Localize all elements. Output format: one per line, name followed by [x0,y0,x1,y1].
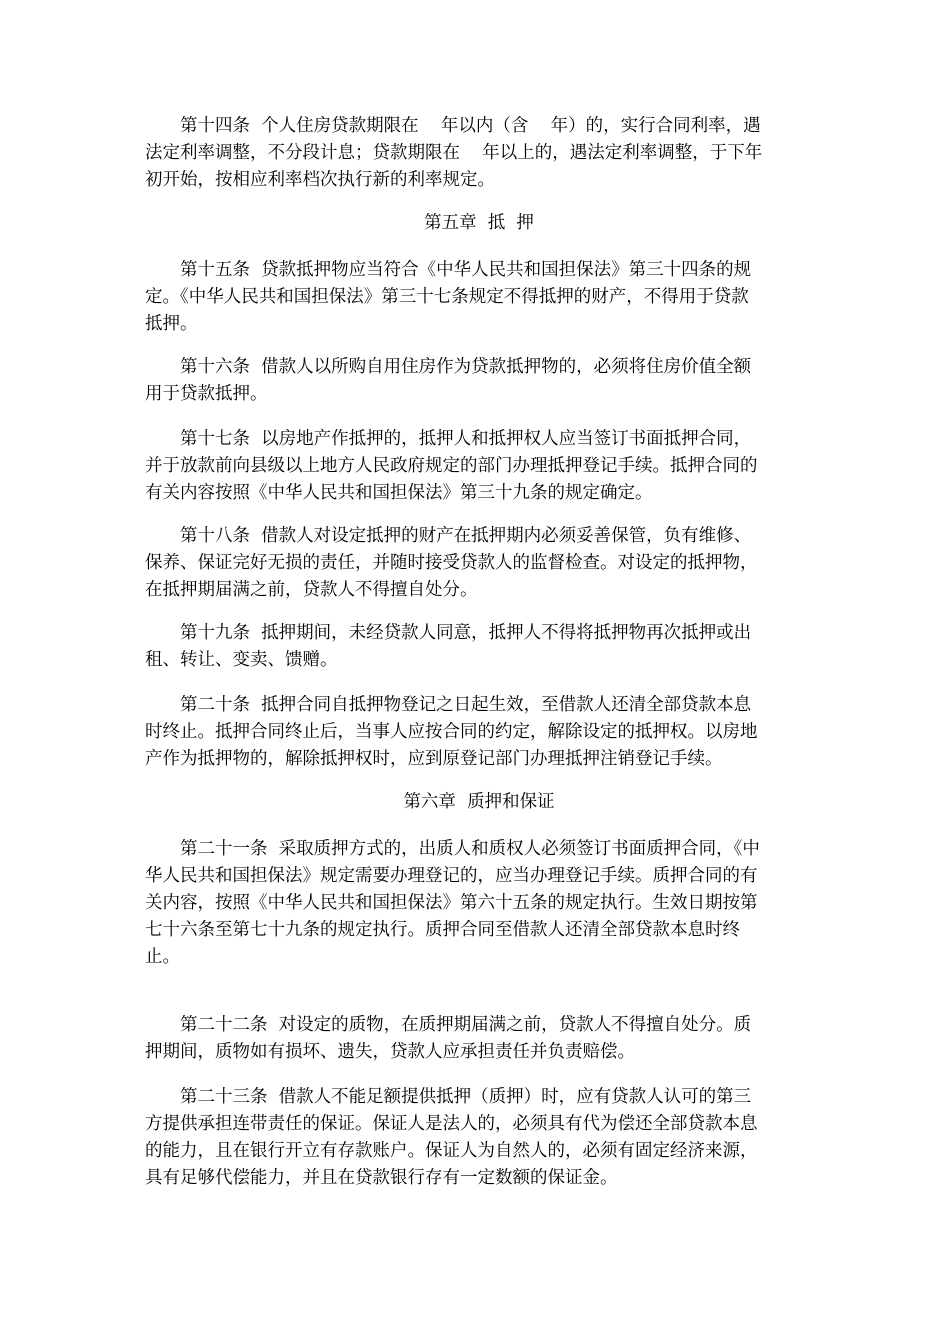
article-19 [145,620,813,674]
text-line: 定。《中华人民共和国担保法》第三十七条规定不得抵押的财产，不得用于贷款 [145,287,749,307]
text-line: 产作为抵押物的，解除抵押权时，应到原登记部门办理抵押注销登记手续。 [145,749,723,769]
article-21 [145,836,813,971]
article-15 [145,257,813,338]
text-line: 抵押。 [145,314,198,334]
article-17 [145,426,813,507]
text-line: 止。 [145,947,180,967]
text-line: 关内容，按照《中华人民共和国担保法》第六十五条的规定执行。生效日期按第 [145,893,758,913]
article-20 [145,692,813,773]
text-line: 初开始，按相应利率档次执行新的利率规定。 [145,170,495,190]
article-14 [145,113,813,194]
text-line: 具有足够代偿能力，并且在贷款银行存有一定数额的保证金。 [145,1168,618,1188]
text-line: 时终止。抵押合同终止后，当事人应按合同的约定，解除设定的抵押权。以房地 [145,722,758,742]
text-line: 押期间，质物如有损坏、遗失，贷款人应承担责任并负责赔偿。 [145,1042,635,1062]
text-line: 七十六条至第七十九条的规定执行。质押合同至借款人还清全部贷款本息时终 [145,920,740,940]
text-line: 第十四条 个人住房贷款期限在 年以内（含 年）的，实行合同利率，遇 [145,116,761,136]
text-line: 在抵押期届满之前，贷款人不得擅自处分。 [145,580,478,600]
chapter-5-heading: 第五章 抵 押 [424,213,534,233]
text-line: 用于贷款抵押。 [145,384,268,404]
text-line: 第十七条 以房地产作抵押的，抵押人和抵押权人应当签订书面抵押合同， [145,429,752,449]
text-line: 第二十二条 对设定的质物，在质押期届满之前，贷款人不得擅自处分。质 [145,1015,752,1035]
article-23 [145,1084,813,1192]
text-line: 第十六条 借款人以所购自用住房作为贷款抵押物的，必须将住房价值全额 [145,357,752,377]
text-line: 第十五条 贷款抵押物应当符合《中华人民共和国担保法》第三十四条的规 [145,260,752,280]
text-line: 第十八条 借款人对设定抵押的财产在抵押期内必须妥善保管，负有维修、 [145,526,752,546]
article-16 [145,354,813,408]
text-line: 租、转让、变卖、馈赠。 [145,650,338,670]
text-line: 第十九条 抵押期间，未经贷款人同意，抵押人不得将抵押物再次抵押或出 [145,623,752,643]
text-line: 保养、保证完好无损的责任，并随时接受贷款人的监督检查。对设定的抵押物， [145,553,758,573]
text-line: 第二十三条 借款人不能足额提供抵押（质押）时，应有贷款人认可的第三 [145,1087,752,1107]
text-line: 的能力，且在银行开立有存款账户。保证人为自然人的，必须有固定经济来源， [145,1141,758,1161]
text-line: 第二十一条 采取质押方式的，出质人和质权人必须签订书面质押合同，《中 [145,839,760,859]
article-18 [145,523,813,604]
text-line: 方提供承担连带责任的保证。保证人是法人的，必须具有代为偿还全部贷款本息 [145,1114,758,1134]
text-line: 有关内容按照《中华人民共和国担保法》第三十九条的规定确定。 [145,483,653,503]
text-line: 第二十条 抵押合同自抵押物登记之日起生效，至借款人还清全部贷款本息 [145,695,752,715]
article-22 [145,1012,813,1066]
text-line: 法定利率调整，不分段计息；贷款期限在 年以上的，遇法定利率调整，于下年 [145,143,763,163]
text-line: 华人民共和国担保法》规定需要办理登记的，应当办理登记手续。质押合同的有 [145,866,758,886]
chapter-6-heading: 第六章 质押和保证 [403,792,555,812]
text-line: 并于放款前向县级以上地方人民政府规定的部门办理抵押登记手续。抵押合同的 [145,456,758,476]
